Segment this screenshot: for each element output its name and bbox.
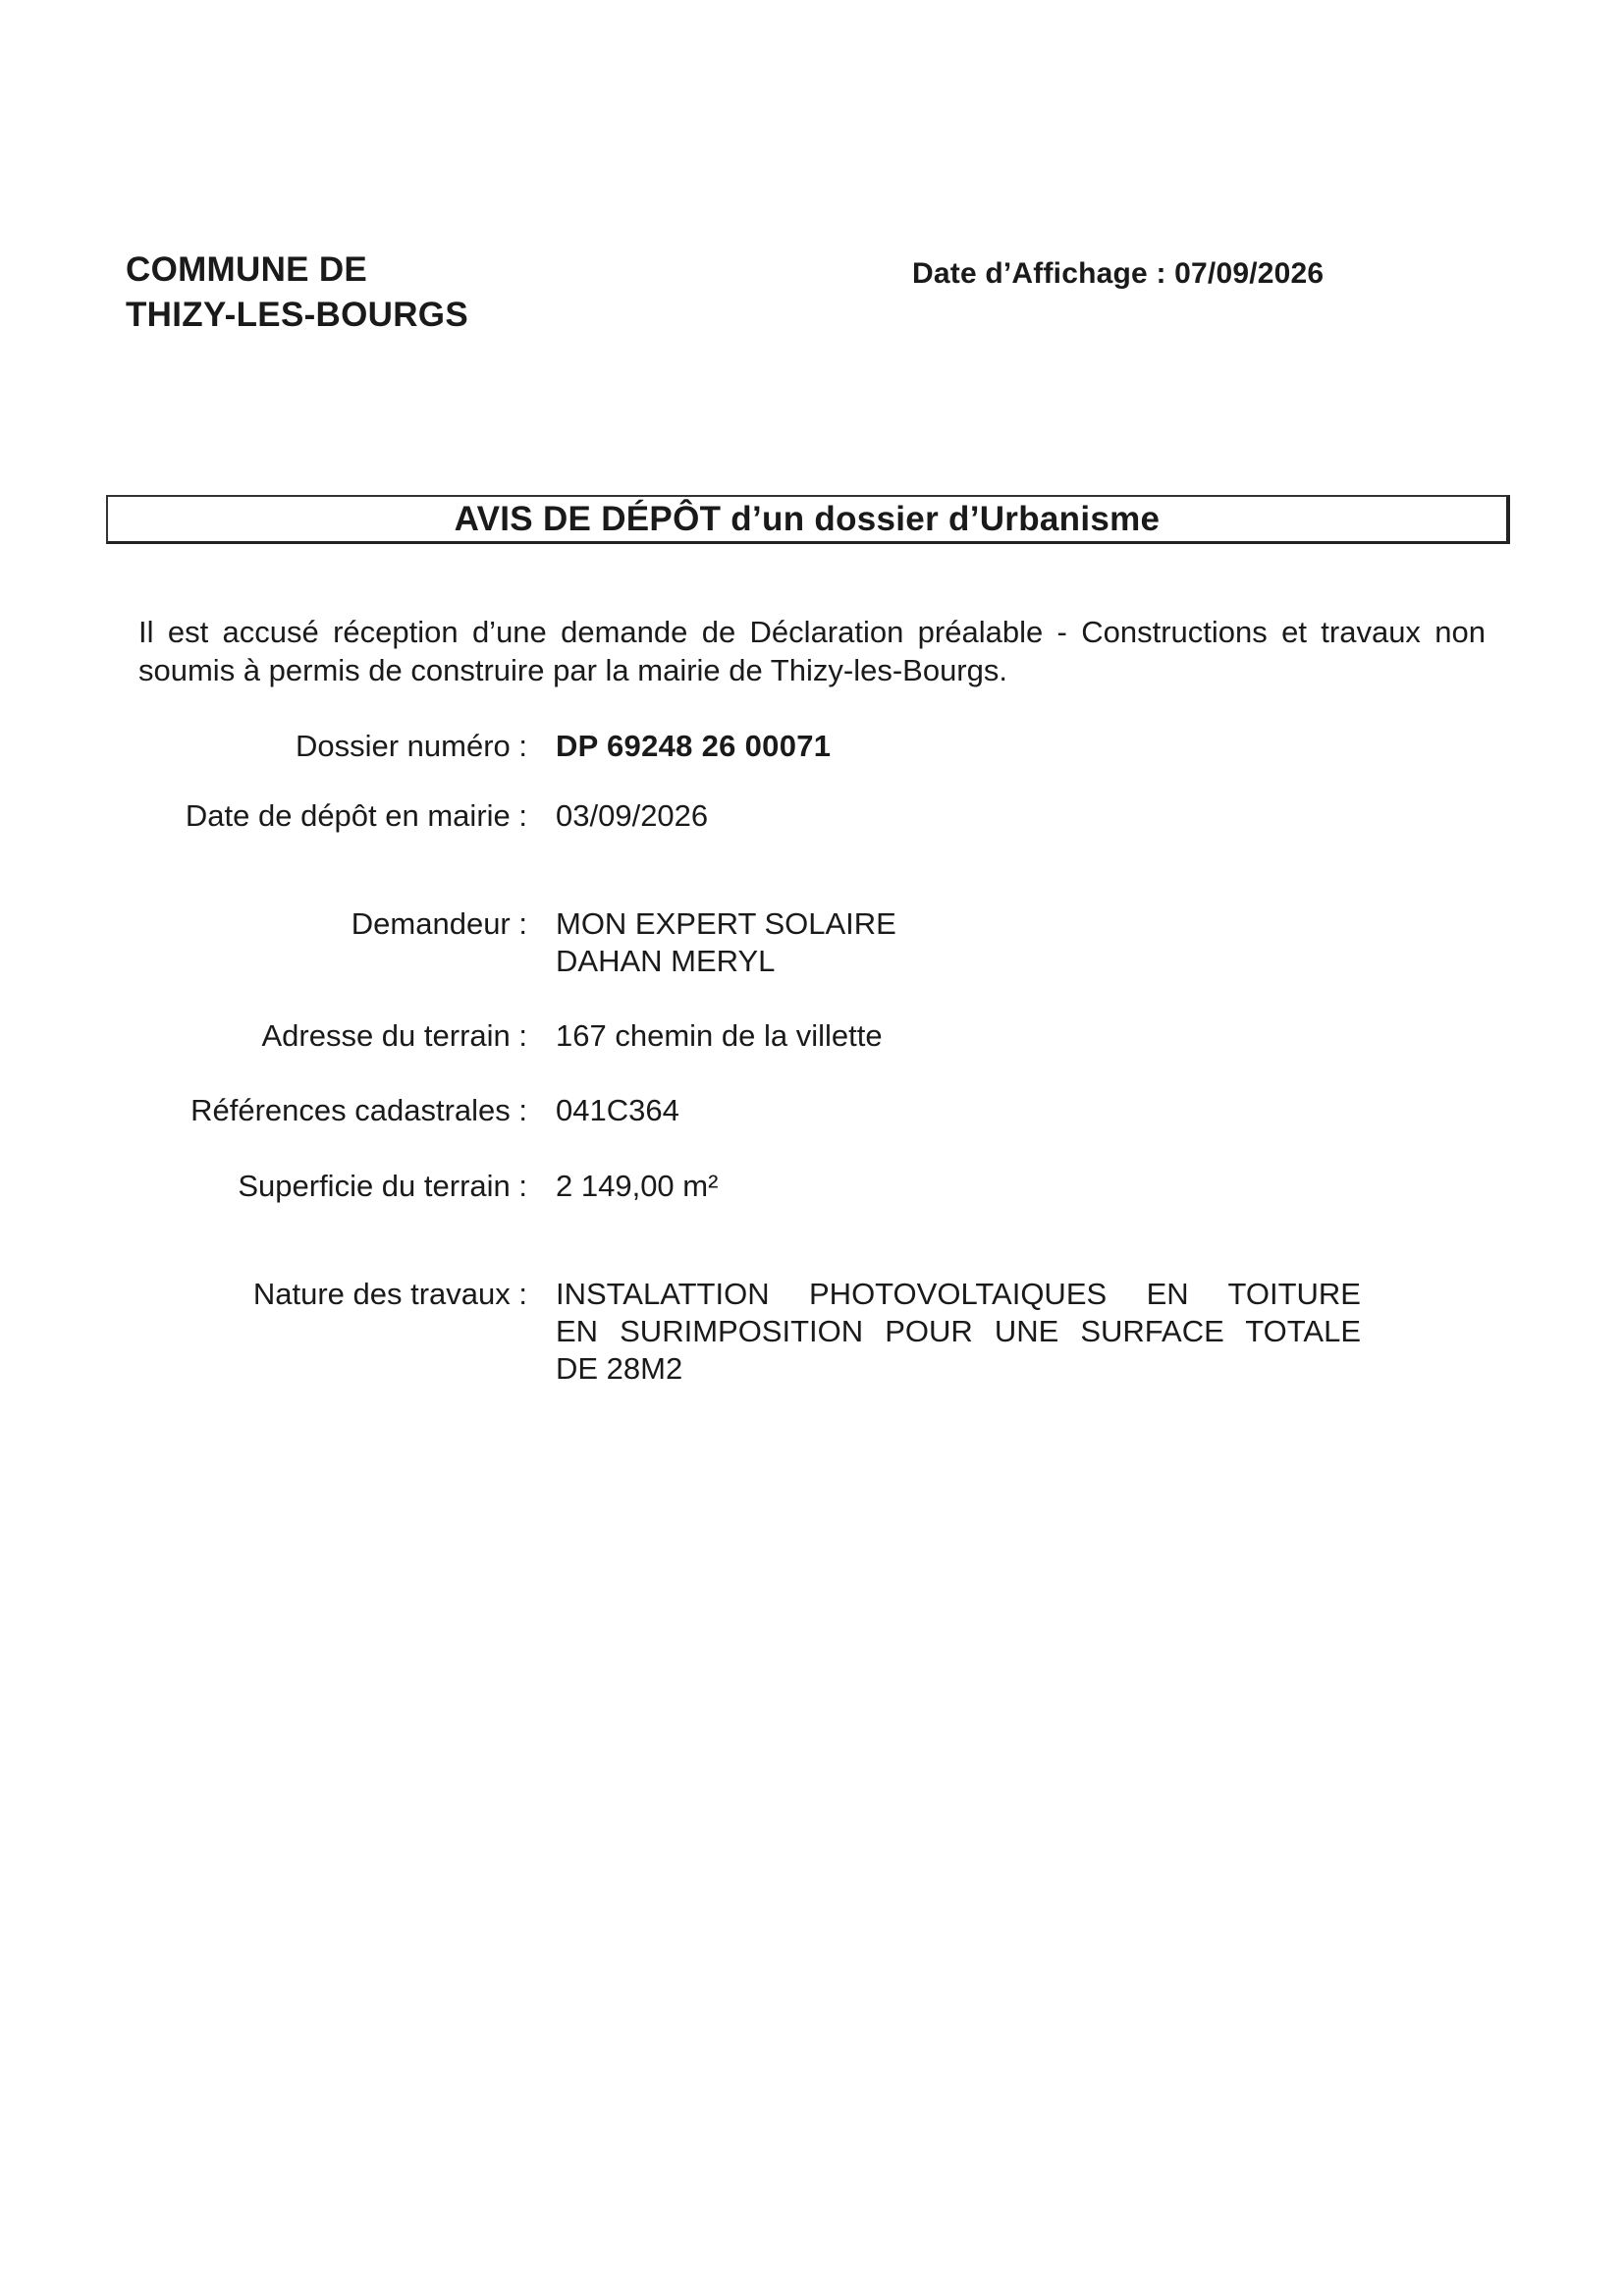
nature-line-1: INSTALATTION PHOTOVOLTAIQUES EN TOITURE [556,1277,1361,1311]
nature-line-2: EN SURIMPOSITION POUR UNE SURFACE TOTALE [556,1314,1361,1348]
intro-paragraph: Il est accusé réception d’une demande de Déclaration préalable - Constructions et travaux non soumis à permis de construire par la mairie de Thizy-les-Bourgs. [138,615,1486,687]
adresse-value: 167 chemin de la villette [556,1018,883,1053]
dossier-label: Dossier numéro : [295,729,527,763]
date-affichage: Date d’Affichage : 07/09/2026 [912,257,1325,290]
cadastre-label: Références cadastrales : [190,1093,527,1127]
demandeur-value [556,905,896,980]
date-depot-label: Date de dépôt en mairie : [185,798,527,833]
adresse-label: Adresse du terrain : [261,1018,527,1053]
nature-value [556,1276,1361,1388]
nature-line-3: DE 28M2 [556,1351,683,1386]
demandeur-label: Demandeur : [351,906,527,941]
notice-title-box [106,495,1510,544]
nature-label: Nature des travaux : [252,1277,527,1311]
demandeur-line-2: DAHAN MERYL [556,944,776,978]
demandeur-line-1: MON EXPERT SOLAIRE [556,906,896,941]
dossier-value: DP 69248 26 00071 [556,729,832,763]
notice-title: AVIS DE DÉPÔT d’un dossier d’Urbanisme [454,499,1161,538]
superficie-value: 2 149,00 m² [556,1169,719,1203]
commune-line-2: THIZY-LES-BOURGS [126,296,468,334]
cadastre-value: 041C364 [556,1093,679,1127]
superficie-label: Superficie du terrain : [238,1169,527,1203]
date-depot-value: 03/09/2026 [556,798,709,833]
commune-line-1: COMMUNE DE [126,250,368,289]
commune-name [126,247,468,338]
